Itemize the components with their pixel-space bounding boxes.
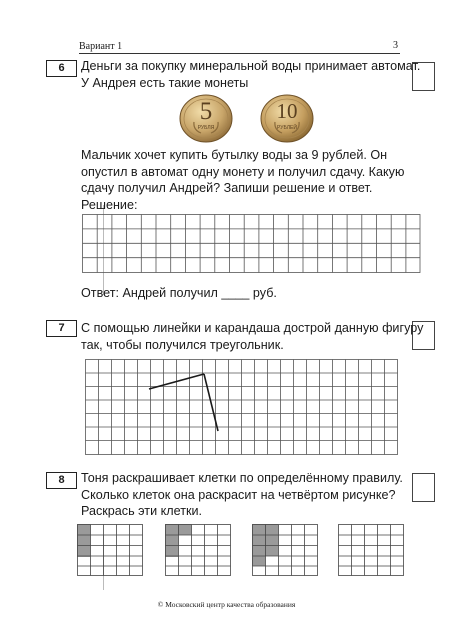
solution-grid[interactable] [82, 214, 422, 279]
task-number-7: 7 [46, 320, 77, 337]
task-number-8: 8 [46, 472, 77, 489]
header-rule [79, 53, 400, 54]
task-8-text [81, 470, 411, 520]
answer-unit: руб. [252, 286, 277, 300]
footer-copyright: © Московский центр качества образования [157, 600, 296, 609]
ten-ruble-coin [260, 94, 314, 143]
coin-value: 5 [199, 98, 213, 125]
task-7-line: так, чтобы получился треугольник. [81, 337, 284, 352]
coin-label: РУБЛЕЙ [277, 125, 297, 131]
task-6-intro [81, 58, 420, 91]
variant-title: Вариант 1 [79, 41, 123, 52]
given-figure [149, 374, 218, 431]
pattern-picture-2 [165, 524, 233, 582]
task-8-line: Сколько клеток она раскрасит на четвёртом рисунке? [81, 487, 396, 502]
task-number-6: 6 [46, 60, 77, 77]
pattern-picture-1 [77, 524, 145, 582]
task-7-text [81, 320, 423, 353]
pattern-picture-3 [252, 524, 320, 582]
pattern-picture-4[interactable] [338, 524, 406, 582]
task-8-line: Тоня раскрашивает клетки по определённому правилу. [81, 471, 403, 485]
five-ruble-coin [179, 94, 233, 143]
task-6-line: У Андрея есть такие монеты [81, 75, 249, 90]
answer-line [81, 286, 277, 300]
task-6-question-line: сдачу получил Андрей? Запиши решение и ответ. [81, 181, 373, 195]
solution-label: Решение: [81, 198, 138, 212]
page-number: 3 [393, 40, 398, 51]
task-6-line: Деньги за покупку минеральной воды принимает автомат. [81, 59, 421, 73]
figure-grid[interactable] [85, 359, 400, 461]
answer-prefix: Ответ: Андрей получил [81, 286, 218, 300]
coin-label: РУБЛЯ [197, 125, 215, 131]
coin-value: 10 [276, 99, 298, 123]
task-6-question [81, 147, 411, 197]
task-6-question-line: Мальчик хочет купить бутылку воды за 9 рублей. Он [81, 148, 388, 162]
task-6-question-line: опустил в автомат одну монету и получил сдачу. Какую [81, 164, 405, 179]
score-box-8[interactable] [412, 473, 435, 502]
answer-blank[interactable]: ____ [221, 286, 250, 300]
task-7-line: С помощью линейки и карандаша дострой данную фигуру [81, 321, 424, 335]
task-8-line: Раскрась эти клетки. [81, 504, 203, 518]
